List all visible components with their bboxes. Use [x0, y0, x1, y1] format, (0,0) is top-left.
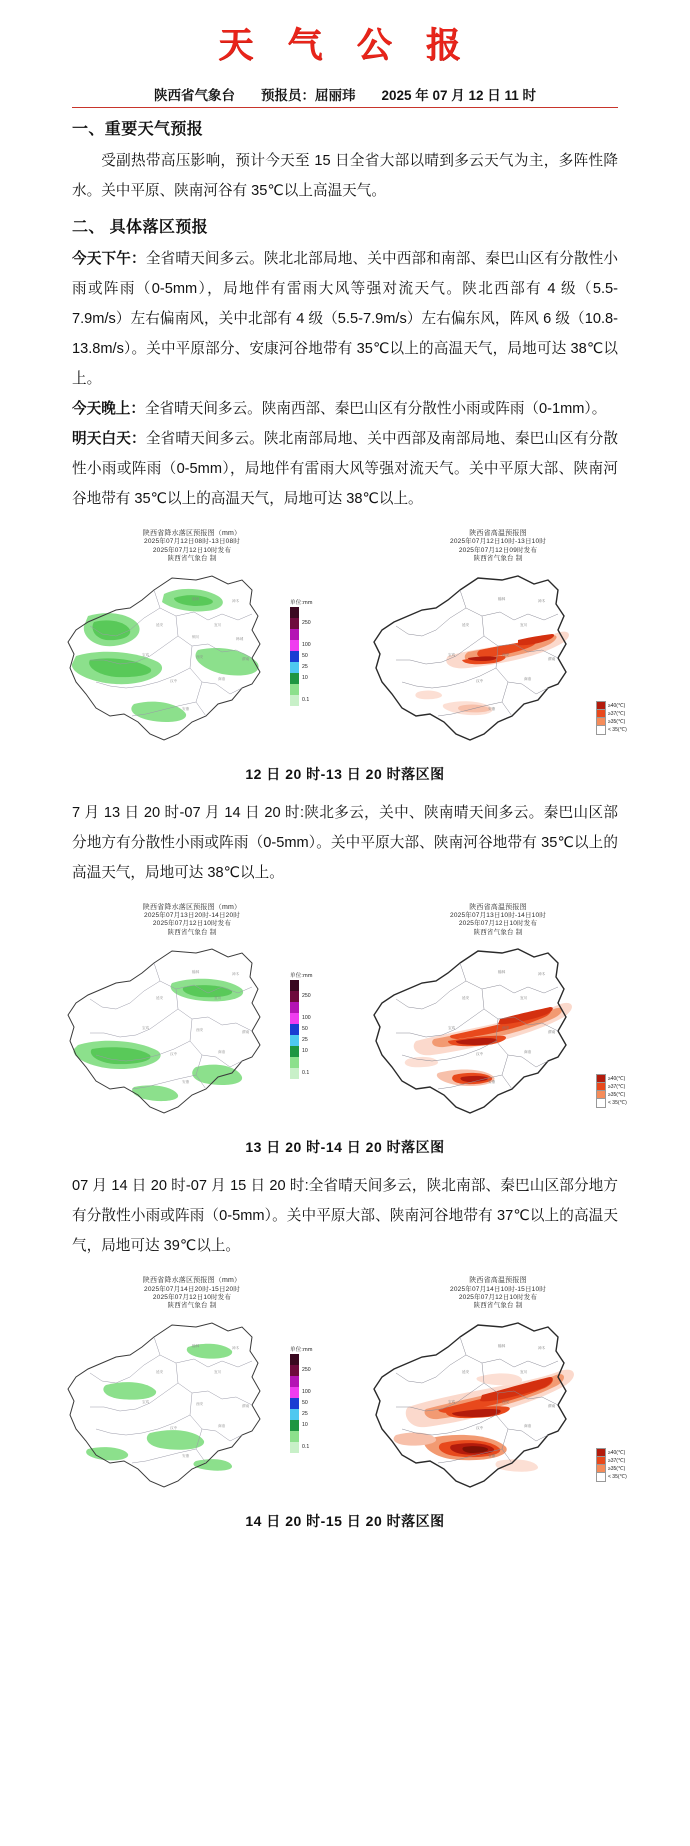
forecast-item-tomorrow-day — [72, 424, 618, 514]
precipitation-map-body — [46, 937, 338, 1133]
svg-text:渭南: 渭南 — [548, 656, 556, 661]
legend-value: 250 — [302, 1366, 311, 1373]
precipitation-map-card — [46, 904, 338, 1134]
precipitation-legend — [290, 598, 324, 706]
map-producer: 陕西省气象台 制 — [167, 1302, 217, 1310]
legend-value: 10 — [302, 1048, 308, 1055]
legend-unit-label: 单位:mm — [290, 1346, 313, 1353]
legend-value: 25 — [302, 663, 308, 670]
svg-text:商洛: 商洛 — [218, 1423, 226, 1428]
legend-value: ≥35(℃) — [608, 1465, 626, 1472]
legend-value: 25 — [302, 1410, 308, 1417]
figure-forecast-maps-1 — [0, 524, 690, 784]
map-period: 2025年07月14日10时-15日10时 — [450, 1285, 546, 1293]
svg-text:渭南: 渭南 — [242, 656, 250, 661]
legend-swatch — [290, 1420, 299, 1431]
svg-text:神木: 神木 — [538, 598, 546, 603]
legend-value: 250 — [302, 619, 311, 626]
map-issued: 2025年07月12日10时发布 — [458, 920, 538, 928]
legend-unit-label: 单位:mm — [290, 599, 313, 606]
map-issued: 2025年07月12日10时发布 — [152, 1294, 232, 1302]
map-producer: 陕西省气象台 制 — [167, 928, 217, 936]
legend-swatch — [596, 1098, 606, 1108]
legend-unit-label: 单位:mm — [290, 973, 313, 980]
forecast-item-lead: 今天晚上： — [72, 401, 145, 417]
forecast-item-text: 全省晴天间多云。陕北南部局地、关中西部及南部局地、秦巴山区有分散性小雨或阵雨（0-5mm），局地伴有雷雨大风等强对流天气。关中平原大部、陕南河谷地带有 35℃以上的高温天气，局地可达 38℃以上。 — [72, 431, 618, 507]
legend-swatch — [290, 1442, 299, 1453]
precipitation-map-body — [46, 564, 338, 760]
forecast-item-lead: 今天下午： — [72, 251, 146, 267]
svg-text:西安: 西安 — [502, 1026, 510, 1031]
temperature-legend — [596, 702, 636, 734]
legend-value: ≥37(℃) — [608, 1457, 626, 1464]
svg-text:安康: 安康 — [182, 1453, 190, 1458]
legend-value: ≥35(℃) — [608, 1092, 626, 1099]
map-producer: 陕西省气象台 制 — [167, 555, 217, 563]
svg-text:宝鸡: 宝鸡 — [142, 652, 150, 657]
svg-text:宝鸡: 宝鸡 — [448, 1399, 456, 1404]
forecast-item-this-afternoon — [72, 244, 618, 394]
svg-text:商洛: 商洛 — [218, 1050, 226, 1055]
legend-value: 0.1 — [302, 1443, 310, 1450]
temperature-map-card — [352, 1277, 644, 1507]
map-issued: 2025年07月12日10时发布 — [458, 1294, 538, 1302]
map-period: 2025年07月12日10时-13日10时 — [450, 538, 546, 546]
legend-value: < 35(℃) — [608, 1473, 627, 1480]
legend-value: 25 — [302, 1037, 308, 1044]
section-heading-1: 一、重要天气预报 — [72, 121, 204, 138]
temperature-shading — [405, 1003, 572, 1086]
forecast-period-14-15: 07 月 14 日 20 时-07 月 15 日 20 时:全省晴天间多云，陕北南部、秦巴山区部分地方有分散性小雨或阵雨（0-5mm）。关中平原大部、陕南河谷地带有 37℃以上的高温天气，局地可达 39℃以上。 — [72, 1178, 618, 1255]
svg-text:西安: 西安 — [502, 1399, 510, 1404]
map-period: 2025年07月13日10时-14日10时 — [450, 912, 546, 920]
temperature-map-card — [352, 904, 644, 1134]
precip-shading — [72, 589, 259, 722]
page-title: 天 气 公 报 — [218, 26, 472, 66]
temperature-legend — [596, 1449, 636, 1481]
svg-text:延安: 延安 — [156, 996, 164, 1001]
figure-caption: 12 日 20 时-13 日 20 时落区图 — [245, 765, 445, 782]
section-heading-2: 二、 具体落区预报 — [72, 219, 209, 236]
svg-text:延安: 延安 — [462, 996, 470, 1001]
map-title: 陕西省高温预报图 — [469, 530, 527, 537]
temperature-shading — [394, 1369, 574, 1471]
precipitation-legend — [290, 971, 324, 1079]
svg-text:安康: 安康 — [182, 1080, 190, 1085]
legend-value: ≥35(℃) — [608, 718, 626, 725]
bulletin-body — [72, 114, 618, 514]
bulletin-body-mid-1 — [72, 798, 618, 888]
legend-swatch — [290, 1431, 299, 1442]
legend-value: 250 — [302, 993, 311, 1000]
svg-text:汉中: 汉中 — [476, 1052, 484, 1057]
legend-swatch — [290, 1376, 299, 1387]
legend-value: 0.1 — [302, 696, 310, 703]
temperature-map-body — [352, 1311, 644, 1507]
legend-value: ≥40(℃) — [608, 1449, 626, 1456]
svg-text:榆林: 榆林 — [192, 596, 200, 601]
precip-shading — [86, 1344, 232, 1471]
map-period: 2025年07月12日08时-13日08时 — [144, 538, 240, 546]
svg-text:汉中: 汉中 — [476, 1425, 484, 1430]
svg-text:神木: 神木 — [232, 1345, 240, 1350]
figure-caption: 14 日 20 时-15 日 20 时落区图 — [245, 1512, 445, 1529]
legend-swatch — [290, 1068, 299, 1079]
svg-text:榆林: 榆林 — [192, 970, 200, 975]
svg-text:宝鸡: 宝鸡 — [448, 652, 456, 657]
legend-scale — [290, 607, 324, 706]
svg-text:神木: 神木 — [232, 598, 240, 603]
svg-text:安康: 安康 — [182, 706, 190, 711]
svg-text:西安: 西安 — [196, 654, 204, 659]
legend-swatch — [290, 695, 299, 706]
legend-swatch — [290, 1409, 299, 1420]
legend-swatch — [290, 673, 299, 684]
map-issued: 2025年07月12日09时发布 — [458, 546, 538, 554]
svg-text:安康: 安康 — [488, 1453, 496, 1458]
legend-swatch — [290, 991, 299, 1002]
section-1-paragraph: 受副热带高压影响，预计今天至 15 日全省大部以晴到多云天气为主，多阵性降水。关中平原、陕南河谷有 35℃以上高温天气。 — [72, 153, 618, 199]
legend-value: 100 — [302, 1388, 311, 1395]
svg-text:宜川: 宜川 — [520, 622, 528, 627]
issue-time: 2025 年 07 月 12 日 11 时 — [381, 88, 537, 103]
legend-swatch — [290, 1387, 299, 1398]
svg-text:榆林: 榆林 — [498, 596, 506, 601]
bulletin-body-mid-2 — [72, 1171, 618, 1261]
map-issued: 2025年07月12日10时发布 — [152, 920, 232, 928]
svg-text:宝鸡: 宝鸡 — [142, 1399, 150, 1404]
forecast-item-text: 全省晴天间多云。陕北北部局地、关中西部和南部、秦巴山区有分散性小雨或阵雨（0-5mm），局地伴有雷雨大风等强对流天气。陕北西部有 4 级（5.5-7.9m/s）左右偏南风，关中北部有 4 级（5.5-7.9m/s）左右偏东风，阵风 6 级（10.8-13.8m/s）。关中平原部分、安康河谷地带有 35℃以上的高温天气，局地可达 38℃以上。 — [72, 251, 618, 387]
map-producer: 陕西省气象台 制 — [473, 555, 523, 563]
svg-text:铜川: 铜川 — [192, 634, 200, 639]
svg-text:宜川: 宜川 — [520, 1369, 528, 1374]
svg-text:宝鸡: 宝鸡 — [142, 1026, 150, 1031]
svg-text:宜川: 宜川 — [214, 622, 222, 627]
temperature-map-card — [352, 530, 644, 760]
figure-caption: 13 日 20 时-14 日 20 时落区图 — [245, 1139, 445, 1156]
svg-text:韩城: 韩城 — [236, 636, 244, 641]
svg-text:神木: 神木 — [232, 972, 240, 977]
svg-text:宜川: 宜川 — [214, 1369, 222, 1374]
svg-text:商洛: 商洛 — [218, 676, 226, 681]
legend-swatch — [596, 1472, 606, 1482]
map-title: 陕西省高温预报图 — [469, 903, 527, 911]
map-issued: 2025年07月12日10时发布 — [152, 546, 232, 554]
map-title: 陕西省降水落区预报图（mm） — [142, 903, 242, 911]
map-period: 2025年07月13日20时-14日20时 — [144, 912, 240, 920]
forecast-period-13-14: 7 月 13 日 20 时-07 月 14 日 20 时:陕北多云，关中、陕南晴天间多云。秦巴山区部分地方有分散性小雨或阵雨（0-5mm）。关中平原大部、陕南河谷地带有 35℃以上的高温天气，局地可达 38℃以上。 — [72, 804, 618, 881]
legend-value: 0.1 — [302, 1070, 310, 1077]
map-title: 陕西省高温预报图 — [469, 1277, 527, 1285]
legend-value: ≥40(℃) — [608, 1076, 626, 1083]
svg-text:安康: 安康 — [488, 706, 496, 711]
legend-swatch — [290, 651, 299, 662]
svg-text:汉中: 汉中 — [170, 1425, 178, 1430]
precipitation-map-card — [46, 1277, 338, 1507]
legend-swatch — [290, 684, 299, 695]
figure-forecast-maps-3 — [0, 1271, 690, 1531]
map-period: 2025年07月14日20时-15日20时 — [144, 1285, 240, 1293]
forecaster-name: 预报员：屈丽玮 — [260, 88, 356, 103]
svg-text:榆林: 榆林 — [498, 1343, 506, 1348]
svg-text:渭南: 渭南 — [242, 1030, 250, 1035]
legend-value: 50 — [302, 652, 308, 659]
svg-text:汉中: 汉中 — [170, 1052, 178, 1057]
temperature-map-body — [352, 937, 644, 1133]
legend-swatch — [290, 662, 299, 673]
forecast-item-tonight — [72, 394, 618, 424]
legend-scale — [290, 980, 324, 1079]
legend-scale — [290, 1354, 324, 1453]
map-producer: 陕西省气象台 制 — [473, 1302, 523, 1310]
legend-swatch — [290, 1046, 299, 1057]
svg-text:延安: 延安 — [156, 1369, 164, 1374]
svg-text:渭南: 渭南 — [548, 1030, 556, 1035]
legend-value: 50 — [302, 1026, 308, 1033]
legend-swatch — [290, 629, 299, 640]
byline — [72, 84, 618, 108]
legend-value: ≥37(℃) — [608, 710, 626, 717]
svg-text:延安: 延安 — [462, 622, 470, 627]
svg-text:西安: 西安 — [502, 652, 510, 657]
legend-swatch — [290, 1365, 299, 1376]
figure-forecast-maps-2 — [0, 898, 690, 1158]
legend-value: 50 — [302, 1399, 308, 1406]
svg-text:渭南: 渭南 — [548, 1403, 556, 1408]
legend-swatch — [290, 1013, 299, 1024]
forecast-item-text: 全省晴天间多云。陕南西部、秦巴山区有分散性小雨或阵雨（0-1mm）。 — [144, 401, 607, 417]
svg-text:汉中: 汉中 — [170, 678, 178, 683]
legend-swatch — [290, 1354, 299, 1365]
legend-value: < 35(℃) — [608, 1100, 627, 1107]
forecast-item-lead: 明天白天： — [72, 431, 146, 447]
svg-text:汉中: 汉中 — [476, 678, 484, 683]
svg-text:西安: 西安 — [196, 1028, 204, 1033]
svg-text:渭南: 渭南 — [242, 1403, 250, 1408]
svg-text:延安: 延安 — [462, 1369, 470, 1374]
svg-text:榆林: 榆林 — [498, 970, 506, 975]
svg-text:安康: 安康 — [488, 1080, 496, 1085]
legend-value: 10 — [302, 1421, 308, 1428]
map-producer: 陕西省气象台 制 — [473, 928, 523, 936]
svg-text:宜川: 宜川 — [214, 996, 222, 1001]
svg-text:宜川: 宜川 — [520, 996, 528, 1001]
temperature-shading — [415, 631, 569, 715]
temperature-legend — [596, 1075, 636, 1107]
temperature-map-body — [352, 564, 644, 760]
issuing-office: 陕西省气象台 — [153, 88, 235, 103]
precipitation-map-card — [46, 530, 338, 760]
legend-swatch — [290, 640, 299, 651]
svg-text:商洛: 商洛 — [524, 1423, 532, 1428]
svg-text:榆林: 榆林 — [192, 1343, 200, 1348]
legend-swatch — [290, 1398, 299, 1409]
svg-text:神木: 神木 — [538, 972, 546, 977]
svg-text:商洛: 商洛 — [524, 1050, 532, 1055]
legend-value: 100 — [302, 1015, 311, 1022]
map-title: 陕西省降水落区预报图（mm） — [142, 1277, 242, 1285]
svg-text:神木: 神木 — [538, 1345, 546, 1350]
svg-text:商洛: 商洛 — [524, 676, 532, 681]
legend-swatch — [596, 725, 606, 735]
legend-value: < 35(℃) — [608, 726, 627, 733]
precipitation-legend — [290, 1345, 324, 1453]
legend-value: 10 — [302, 674, 308, 681]
legend-value: ≥37(℃) — [608, 1084, 626, 1091]
svg-text:延安: 延安 — [156, 622, 164, 627]
map-title: 陕西省降水落区预报图（mm） — [142, 530, 242, 537]
legend-swatch — [290, 1002, 299, 1013]
legend-swatch — [290, 1057, 299, 1068]
legend-swatch — [290, 980, 299, 991]
svg-text:西安: 西安 — [196, 1401, 204, 1406]
legend-swatch — [290, 1024, 299, 1035]
legend-value: ≥40(℃) — [608, 702, 626, 709]
legend-swatch — [290, 1035, 299, 1046]
legend-swatch — [290, 618, 299, 629]
precipitation-map-body — [46, 1311, 338, 1507]
legend-swatch — [290, 607, 299, 618]
svg-text:宝鸡: 宝鸡 — [448, 1026, 456, 1031]
legend-value: 100 — [302, 641, 311, 648]
